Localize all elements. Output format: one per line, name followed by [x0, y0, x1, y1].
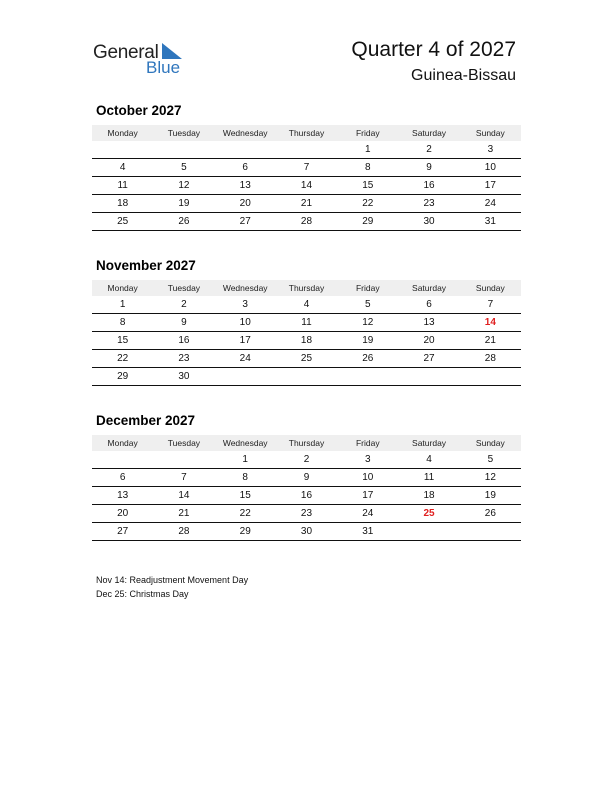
day-cell: 10 [337, 469, 398, 487]
week-row [92, 451, 521, 469]
day-cell: 27 [215, 213, 276, 231]
day-cell: 5 [337, 296, 398, 314]
weekday-header: Tuesday [153, 125, 214, 141]
holiday-day-cell: 14 [460, 314, 521, 332]
day-cell: 7 [153, 469, 214, 487]
day-cell: 22 [215, 505, 276, 523]
day-cell: 2 [276, 451, 337, 469]
day-cell: 7 [276, 159, 337, 177]
week-row [92, 523, 521, 541]
weekday-header: Sunday [460, 435, 521, 451]
weekday-header: Tuesday [153, 435, 214, 451]
day-cell: 12 [460, 469, 521, 487]
day-cell: 31 [337, 523, 398, 541]
day-cell: 18 [276, 332, 337, 350]
weekday-header: Sunday [460, 280, 521, 296]
week-row [92, 487, 521, 505]
day-cell: 29 [92, 368, 153, 386]
day-cell: 17 [460, 177, 521, 195]
week-row [92, 314, 521, 332]
week-row [92, 177, 521, 195]
weekday-header-row [92, 125, 521, 141]
weekday-header-row [92, 280, 521, 296]
day-cell: 31 [460, 213, 521, 231]
day-cell: 4 [92, 159, 153, 177]
empty-day-cell [153, 451, 214, 469]
country-name: Guinea-Bissau [411, 67, 516, 84]
empty-day-cell [92, 141, 153, 159]
day-cell: 20 [398, 332, 459, 350]
day-cell: 15 [337, 177, 398, 195]
month-table [92, 280, 521, 386]
weekday-header: Friday [337, 280, 398, 296]
day-cell: 19 [153, 195, 214, 213]
week-row [92, 332, 521, 350]
week-row [92, 469, 521, 487]
day-cell: 27 [398, 350, 459, 368]
day-cell: 20 [215, 195, 276, 213]
empty-day-cell [276, 368, 337, 386]
day-cell: 26 [460, 505, 521, 523]
day-cell: 6 [215, 159, 276, 177]
empty-day-cell [276, 141, 337, 159]
day-cell: 3 [337, 451, 398, 469]
day-cell: 10 [460, 159, 521, 177]
day-cell: 13 [92, 487, 153, 505]
day-cell: 18 [398, 487, 459, 505]
week-row [92, 368, 521, 386]
day-cell: 2 [398, 141, 459, 159]
day-cell: 9 [276, 469, 337, 487]
day-cell: 8 [215, 469, 276, 487]
weekday-header: Friday [337, 125, 398, 141]
week-row [92, 505, 521, 523]
day-cell: 21 [460, 332, 521, 350]
day-cell: 19 [460, 487, 521, 505]
holiday-note: Dec 25: Christmas Day [96, 589, 189, 599]
generalblue-logo [93, 40, 193, 80]
day-cell: 12 [153, 177, 214, 195]
weekday-header: Thursday [276, 280, 337, 296]
day-cell: 21 [153, 505, 214, 523]
empty-day-cell [460, 523, 521, 541]
holiday-note: Nov 14: Readjustment Movement Day [96, 575, 249, 585]
month-calendar-december [92, 413, 521, 541]
day-cell: 10 [215, 314, 276, 332]
month-title: October 2027 [96, 103, 182, 118]
week-row [92, 141, 521, 159]
day-cell: 18 [92, 195, 153, 213]
week-row [92, 296, 521, 314]
month-table [92, 125, 521, 231]
day-cell: 22 [92, 350, 153, 368]
day-cell: 15 [92, 332, 153, 350]
day-cell: 27 [92, 523, 153, 541]
empty-day-cell [153, 141, 214, 159]
week-row [92, 195, 521, 213]
weekday-header: Friday [337, 435, 398, 451]
day-cell: 8 [337, 159, 398, 177]
day-cell: 9 [153, 314, 214, 332]
day-cell: 29 [337, 213, 398, 231]
day-cell: 16 [276, 487, 337, 505]
day-cell: 23 [153, 350, 214, 368]
day-cell: 13 [215, 177, 276, 195]
logo-text-general: General [93, 42, 159, 63]
page-title: Quarter 4 of 2027 [351, 38, 516, 61]
day-cell: 1 [337, 141, 398, 159]
day-cell: 30 [153, 368, 214, 386]
day-cell: 7 [460, 296, 521, 314]
day-cell: 28 [153, 523, 214, 541]
day-cell: 25 [92, 213, 153, 231]
empty-day-cell [398, 368, 459, 386]
day-cell: 2 [153, 296, 214, 314]
week-row [92, 350, 521, 368]
month-calendar-october [92, 103, 521, 231]
day-cell: 23 [398, 195, 459, 213]
day-cell: 6 [92, 469, 153, 487]
holiday-day-cell: 25 [398, 505, 459, 523]
day-cell: 5 [153, 159, 214, 177]
day-cell: 28 [460, 350, 521, 368]
empty-day-cell [215, 141, 276, 159]
day-cell: 24 [337, 505, 398, 523]
empty-day-cell [92, 451, 153, 469]
day-cell: 19 [337, 332, 398, 350]
month-calendar-november [92, 258, 521, 386]
day-cell: 6 [398, 296, 459, 314]
day-cell: 22 [337, 195, 398, 213]
day-cell: 3 [460, 141, 521, 159]
empty-day-cell [215, 368, 276, 386]
day-cell: 14 [153, 487, 214, 505]
day-cell: 3 [215, 296, 276, 314]
day-cell: 20 [92, 505, 153, 523]
weekday-header: Sunday [460, 125, 521, 141]
week-row [92, 213, 521, 231]
day-cell: 30 [276, 523, 337, 541]
empty-day-cell [337, 368, 398, 386]
day-cell: 13 [398, 314, 459, 332]
weekday-header: Saturday [398, 280, 459, 296]
weekday-header: Tuesday [153, 280, 214, 296]
weekday-header: Monday [92, 280, 153, 296]
day-cell: 16 [398, 177, 459, 195]
day-cell: 26 [153, 213, 214, 231]
weekday-header: Thursday [276, 435, 337, 451]
holiday-notes [96, 573, 248, 601]
weekday-header: Saturday [398, 435, 459, 451]
day-cell: 9 [398, 159, 459, 177]
day-cell: 8 [92, 314, 153, 332]
weekday-header: Thursday [276, 125, 337, 141]
day-cell: 25 [276, 350, 337, 368]
weekday-header: Wednesday [215, 280, 276, 296]
month-title: November 2027 [96, 258, 196, 273]
day-cell: 17 [215, 332, 276, 350]
weekday-header-row [92, 435, 521, 451]
day-cell: 1 [92, 296, 153, 314]
day-cell: 15 [215, 487, 276, 505]
week-row [92, 159, 521, 177]
day-cell: 29 [215, 523, 276, 541]
day-cell: 21 [276, 195, 337, 213]
logo-text-blue: Blue [146, 58, 181, 77]
empty-day-cell [460, 368, 521, 386]
day-cell: 5 [460, 451, 521, 469]
month-table [92, 435, 521, 541]
weekday-header: Monday [92, 125, 153, 141]
day-cell: 16 [153, 332, 214, 350]
day-cell: 23 [276, 505, 337, 523]
day-cell: 28 [276, 213, 337, 231]
weekday-header: Wednesday [215, 435, 276, 451]
day-cell: 1 [215, 451, 276, 469]
day-cell: 4 [276, 296, 337, 314]
weekday-header: Saturday [398, 125, 459, 141]
day-cell: 26 [337, 350, 398, 368]
weekday-header: Monday [92, 435, 153, 451]
day-cell: 24 [215, 350, 276, 368]
day-cell: 30 [398, 213, 459, 231]
day-cell: 11 [398, 469, 459, 487]
day-cell: 11 [92, 177, 153, 195]
day-cell: 12 [337, 314, 398, 332]
day-cell: 4 [398, 451, 459, 469]
day-cell: 14 [276, 177, 337, 195]
day-cell: 17 [337, 487, 398, 505]
logo-triangle-icon [160, 43, 182, 59]
day-cell: 11 [276, 314, 337, 332]
empty-day-cell [398, 523, 459, 541]
day-cell: 24 [460, 195, 521, 213]
month-title: December 2027 [96, 413, 196, 428]
weekday-header: Wednesday [215, 125, 276, 141]
